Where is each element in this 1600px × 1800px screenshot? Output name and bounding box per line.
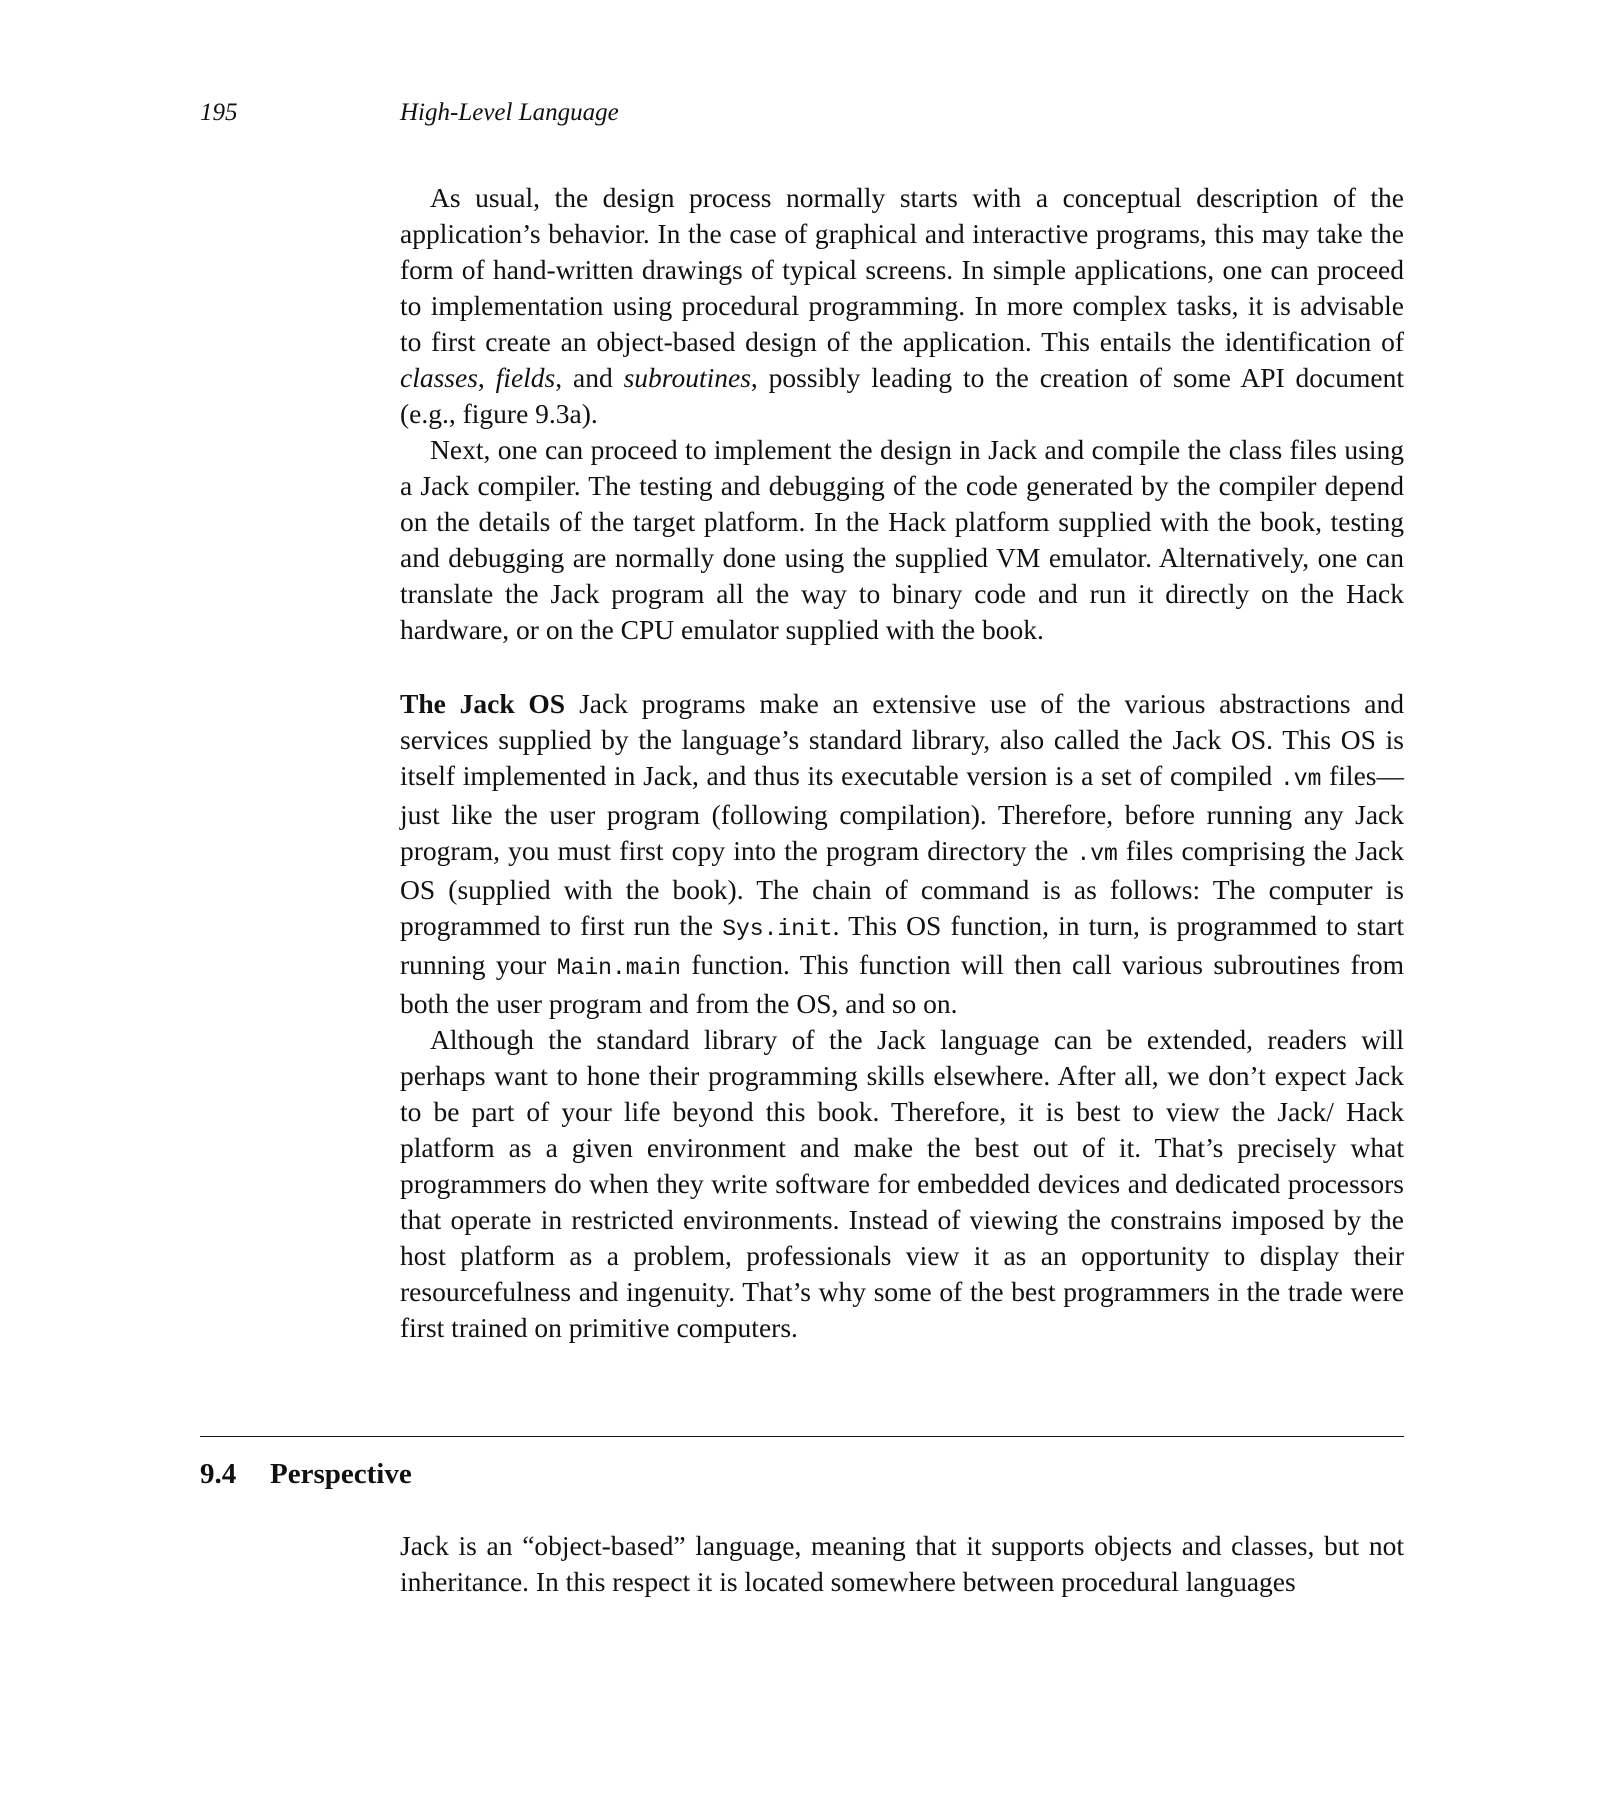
paragraph-implementation: Next, one can proceed to implement the design in Jack and compile the class files using a Jack compiler. The testing and debugging of the code generated by the compiler depend on the details of the target platform. In the Hack platform supplied with the book, testing and debugging are normally done using the supplied VM emulator. Alternatively, one can translate the Jack program all the way to binary code and run it directly on the Hack hardware, or on the CPU emulator supplied with the book. bbox=[400, 434, 1404, 645]
paragraph-text: As usual, the design process normally starts with a conceptual description of the application’s behavior. In the case of graphical and interactive programs, this may take the form of hand-written drawings of typical screens. In simple applications, one can proceed to implementation using procedural programming. In more complex tasks, it is advisable to first create an object-based design of the application. This entails the identification of bbox=[400, 182, 1404, 357]
term-classes: classes bbox=[400, 362, 478, 393]
running-header bbox=[200, 96, 1410, 130]
code-vm-extension: .vm bbox=[1280, 766, 1322, 792]
run-in-heading: The Jack OS bbox=[400, 688, 566, 719]
paragraph-text: files—just like the user program (following compilation). Therefore, before running any Jack program, you must first copy into the program directory the bbox=[400, 760, 1404, 866]
perspective-section bbox=[400, 1528, 1404, 1600]
paragraph-text: function. This function will then call various subroutines from both the user program and from the OS, and so on. bbox=[400, 949, 1404, 1019]
paragraph-text: Jack programs make an extensive use of the various abstractions and services supplied by the language’s standard library, also called the Jack OS. This OS is itself implemented in Jack, and thus its executable version is a set of compiled bbox=[400, 688, 1404, 791]
paragraph-text: . This OS function, in turn, is programmed to start running your bbox=[400, 910, 1405, 980]
page-number: 195 bbox=[200, 99, 238, 126]
code-main-main: Main.main bbox=[556, 955, 681, 981]
code-sys-init: Sys.init bbox=[722, 916, 833, 942]
paragraph-standard-library: Although the standard library of the Jack language can be extended, readers will perhaps want to hone their programming skills elsewhere. After all, we don’t expect Jack to be part of your life beyond this book. Therefore, it is best to view the Jack/ Hack platform as a given environment and make the best out of it. That’s precisely what programmers do when they write software for embedded devices and dedicated processors that operate in restricted environments. Instead of viewing the constrains imposed by the host platform as a problem, professionals view it as an opportunity to display their resourcefulness and ingenuity. That’s why some of the best programmers in the trade were first trained on primitive computers. bbox=[400, 1024, 1404, 1343]
section-divider bbox=[200, 1436, 1404, 1437]
code-vm-extension: .vm bbox=[1076, 841, 1118, 867]
paragraph-text: , possibly leading to the creation of some API document (e.g., figure 9.3a). bbox=[400, 362, 1404, 429]
jack-os-section bbox=[400, 686, 1404, 1346]
term-subroutines: subroutines bbox=[623, 362, 751, 393]
section-number: 9.4 bbox=[200, 1458, 237, 1490]
section-title: Perspective bbox=[270, 1458, 412, 1490]
design-process-section bbox=[400, 180, 1404, 648]
term-fields: fields bbox=[495, 362, 556, 393]
paragraph-text: , bbox=[477, 362, 496, 393]
running-title: High-Level Language bbox=[400, 99, 619, 126]
paragraph-jack-os bbox=[400, 686, 1404, 1022]
paragraph-text: , and bbox=[555, 362, 624, 393]
paragraph-text: files comprising the Jack OS (supplied with the book). The chain of command is as follows: The computer is programmed to first run the bbox=[400, 835, 1405, 941]
section-heading bbox=[200, 1454, 412, 1494]
paragraph-perspective: Jack is an “object-based” language, meaning that it supports objects and classes, but not inheritance. In this respect it is located somewhere between procedural languages bbox=[400, 1530, 1404, 1597]
paragraph-design-process bbox=[400, 180, 1404, 432]
